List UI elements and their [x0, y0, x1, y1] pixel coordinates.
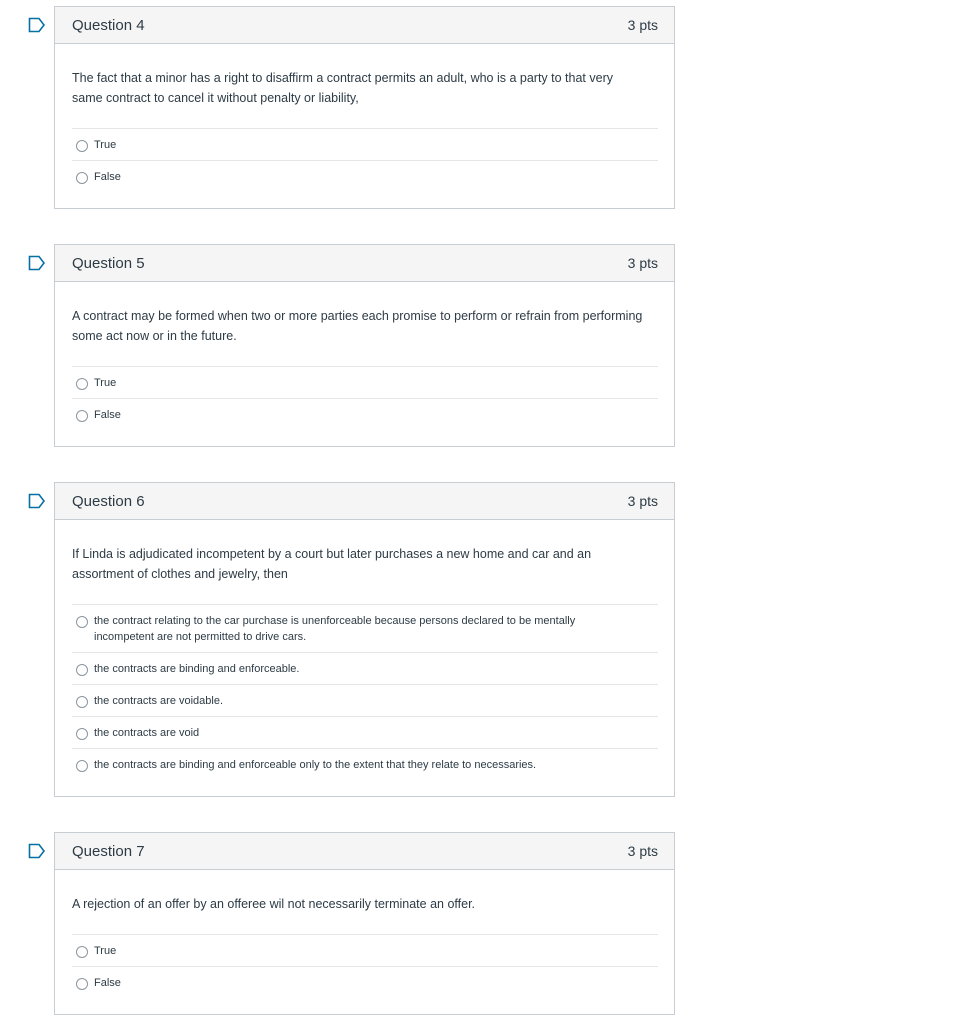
question-body: [55, 282, 674, 446]
answer-label: True: [94, 945, 117, 957]
answer-option-2[interactable]: [72, 653, 658, 685]
question-title: Question 4: [72, 16, 145, 34]
radio-button[interactable]: [76, 410, 88, 422]
answer-list: [72, 128, 658, 192]
question-text: The fact that a minor has a right to disaffirm a contract permits an adult, who is a party to that very same contract to cancel it without penalty or liability,: [72, 71, 613, 105]
question-title: Question 7: [72, 842, 145, 860]
question-text: If Linda is adjudicated incompetent by a court but later purchases a new home and car and an assortment of clothes and jewelry, then: [72, 547, 592, 581]
question-body: [55, 520, 674, 796]
question-points: 3 pts: [627, 17, 658, 33]
radio-button[interactable]: [76, 140, 88, 152]
radio-button[interactable]: [76, 696, 88, 708]
question-title: Question 5: [72, 254, 145, 272]
radio-button[interactable]: [76, 616, 88, 628]
answer-label: False: [94, 977, 121, 989]
answer-list: [72, 604, 658, 780]
answer-option-5[interactable]: [72, 749, 658, 780]
radio-button[interactable]: [76, 664, 88, 676]
answer-label: the contracts are binding and enforceable.: [94, 663, 300, 675]
answer-label: the contracts are binding and enforceable only to the extent that they relate to necessaries.: [94, 759, 537, 771]
flag-question-icon[interactable]: [28, 493, 46, 509]
answer-option-false[interactable]: [72, 399, 658, 430]
answer-label: the contracts are voidable.: [94, 695, 224, 707]
question-7: [54, 832, 675, 1015]
question-header: [55, 245, 674, 282]
radio-button[interactable]: [76, 946, 88, 958]
question-text: A rejection of an offer by an offeree wil not necessarily terminate an offer.: [72, 897, 476, 911]
question-header: [55, 483, 674, 520]
answer-option-true[interactable]: [72, 129, 658, 161]
radio-button[interactable]: [76, 760, 88, 772]
question-body: [55, 870, 674, 1014]
answer-label: False: [94, 171, 121, 183]
question-title: Question 6: [72, 492, 145, 510]
answer-label: the contract relating to the car purchase is unenforceable because persons declared to be mentally incompetent are not permitted to drive cars.: [94, 615, 576, 643]
answer-option-false[interactable]: [72, 161, 658, 192]
answer-label: the contracts are void: [94, 727, 200, 739]
question-header: [55, 833, 674, 870]
radio-button[interactable]: [76, 172, 88, 184]
question-4: [54, 6, 675, 209]
answer-option-4[interactable]: [72, 717, 658, 749]
question-points: 3 pts: [627, 493, 658, 509]
radio-button[interactable]: [76, 978, 88, 990]
flag-question-icon[interactable]: [28, 17, 46, 33]
answer-label: True: [94, 377, 117, 389]
radio-button[interactable]: [76, 728, 88, 740]
radio-button[interactable]: [76, 378, 88, 390]
question-header: [55, 7, 674, 44]
question-5: [54, 244, 675, 447]
flag-question-icon[interactable]: [28, 843, 46, 859]
answer-label: True: [94, 139, 117, 151]
flag-question-icon[interactable]: [28, 255, 46, 271]
answer-label: False: [94, 409, 121, 421]
question-6: [54, 482, 675, 797]
answer-option-true[interactable]: [72, 935, 658, 967]
answer-option-true[interactable]: [72, 367, 658, 399]
question-points: 3 pts: [627, 843, 658, 859]
answer-option-false[interactable]: [72, 967, 658, 998]
answer-list: [72, 934, 658, 998]
question-text: A contract may be formed when two or more parties each promise to perform or refrain from performing some act now or in the future.: [72, 309, 643, 343]
question-points: 3 pts: [627, 255, 658, 271]
answer-list: [72, 366, 658, 430]
answer-option-1[interactable]: [72, 605, 658, 653]
question-body: [55, 44, 674, 208]
answer-option-3[interactable]: [72, 685, 658, 717]
